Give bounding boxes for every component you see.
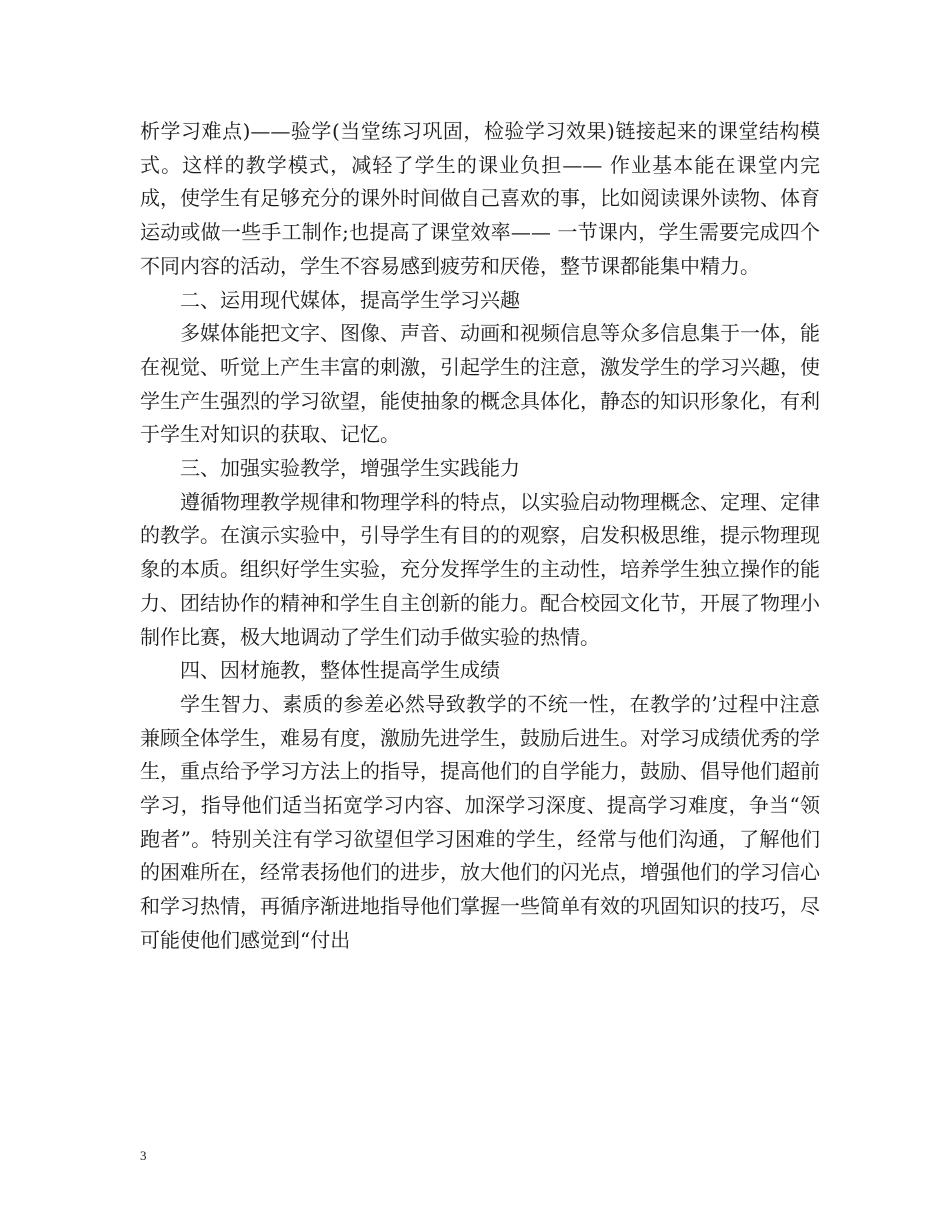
section-heading-experiments: 三、加强实验教学，增强学生实践能力 [180,456,520,481]
document-body [140,115,820,958]
paragraph-individualized-teaching: 学生智力、素质的参差必然导致教学的不统一性，在教学的’过程中注意兼顾全体学生，难易有度，激励先进学生，鼓励后进生。对学习成绩优秀的学生，重点给予学习方法上的指导，提高他们的自学能力，鼓励、倡导他们超前学习，指导他们适当拓宽学习内容、加深学习深度、提高学习难度，争当“领跑者”。特别关注有学习欲望但学习困难的学生，经常与他们沟通，了解他们的困难所在，经常表扬他们的进步，放大他们的闪光点，增强他们的学习信心和学习热情，再循序渐进地指导他们掌握一些简单有效的巩固知识的技巧，尽可能使他们感觉到“付出 [140,691,820,952]
page-number: 3 [140,1148,147,1163]
paragraph-experiments: 遵循物理教学规律和物理学科的特点，以实验启动物理概念、定理、定律的教学。在演示实验中，引导学生有目的的观察，启发积极思维，提示物理现象的本质。组织好学生实验，充分发挥学生的主动性，培养学生独立操作的能力、团结协作的精神和学生自主创新的能力。配合校园文化节，开展了物理小制作比赛，极大地调动了学生们动手做实验的热情。 [140,489,820,649]
section-heading-modern-media: 二、运用现代媒体，提高学生学习兴趣 [180,287,520,312]
section-heading-individualized-teaching: 四、因材施教，整体性提高学生成绩 [180,658,500,683]
paragraph-continuation: 析学习难点)——验学(当堂练习巩固，检验学习效果)链接起来的课堂结构模式。这样的教学模式，减轻了学生的课业负担—— 作业基本能在课堂内完成，使学生有足够充分的课外时间做自己喜欢的事，比如阅读课外读物、体育运动或做一些手工制作;也提高了课堂效率—— 一节课内，学生需要完成四个不同内容的活动，学生不容易感到疲劳和厌倦，整节课都能集中精力。 [140,119,820,278]
paragraph-multimedia: 多媒体能把文字、图像、声音、动画和视频信息等众多信息集于一体，能在视觉、听觉上产生丰富的刺激，引起学生的注意，激发学生的学习兴趣，使学生产生强烈的学习欲望，能使抽象的概念具体化，静态的知识形象化，有利于学生对知识的获取、记忆。 [140,321,820,447]
